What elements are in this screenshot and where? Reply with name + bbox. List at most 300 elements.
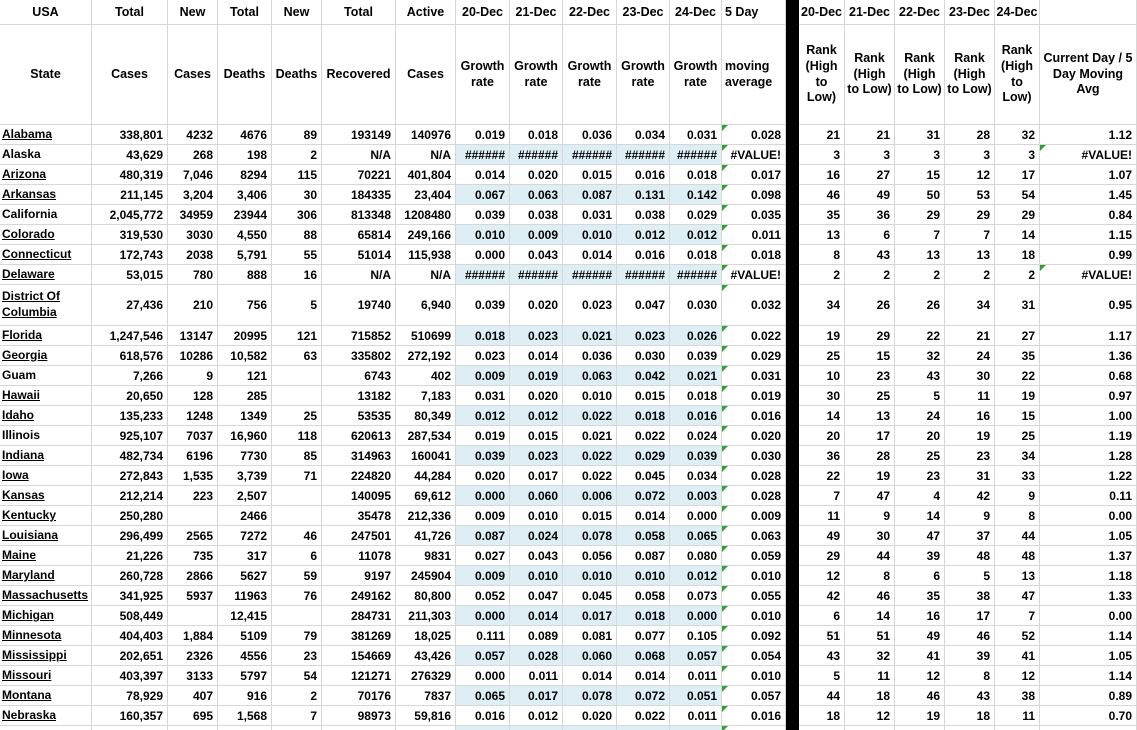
col-top-growth-20dec[interactable]: 20-Dec [456,0,510,25]
cell-rank-21dec[interactable]: 47 [845,486,895,506]
cell-rank-21dec[interactable] [845,726,895,730]
col-top-growth-23dec[interactable]: 23-Dec [617,0,670,25]
col-top-total-deaths[interactable]: Total [218,0,272,25]
cell-ratio[interactable]: 0.97 [1040,386,1137,406]
col-top-total-recovered[interactable]: Total [322,0,396,25]
cell-rank-22dec[interactable]: 24 [895,406,945,426]
cell-total-recovered[interactable]: 65814 [322,225,396,245]
cell-rank-20dec[interactable]: 43 [799,646,845,666]
state-link-cell[interactable]: Idaho [0,406,92,426]
cell-ratio[interactable]: 1.22 [1040,466,1137,486]
cell-moving-average[interactable]: 0.010 [722,566,786,586]
cell-moving-average[interactable]: 0.010 [722,606,786,626]
col-top-rank-23dec[interactable]: 23-Dec [945,0,995,25]
cell-active-cases[interactable]: 276329 [396,666,456,686]
cell-growth-24dec[interactable]: 0.142 [670,185,722,205]
cell-growth-23dec[interactable]: 0.058 [617,586,670,606]
cell-rank-22dec[interactable]: 7 [895,225,945,245]
cell-growth-24dec[interactable]: 0.003 [670,486,722,506]
cell-rank-21dec[interactable]: 23 [845,366,895,386]
cell-active-cases[interactable]: 23,404 [396,185,456,205]
state-link-cell[interactable]: Arizona [0,165,92,185]
cell-rank-23dec[interactable]: 11 [945,386,995,406]
cell-ratio[interactable]: 1.36 [1040,346,1137,366]
cell-rank-20dec[interactable]: 14 [799,406,845,426]
cell-active-cases[interactable] [396,726,456,730]
cell-growth-22dec[interactable] [563,726,617,730]
cell-ratio[interactable]: 1.19 [1040,426,1137,446]
cell-new-cases[interactable]: 1248 [168,406,218,426]
cell-rank-24dec[interactable]: 52 [995,626,1040,646]
cell-total-recovered[interactable]: 314963 [322,446,396,466]
cell-rank-20dec[interactable]: 46 [799,185,845,205]
cell-moving-average[interactable]: 0.028 [722,466,786,486]
cell-total-deaths[interactable]: 1,568 [218,706,272,726]
col-header-rank-20dec[interactable]: Rank (High to Low) [799,25,845,125]
col-header-new-deaths[interactable]: Deaths [272,25,322,125]
cell-growth-22dec[interactable]: 0.022 [563,466,617,486]
state-link-cell[interactable]: Michigan [0,606,92,626]
cell-total-deaths[interactable]: 5109 [218,626,272,646]
cell-new-cases[interactable]: 7037 [168,426,218,446]
cell-active-cases[interactable]: 272,192 [396,346,456,366]
cell-total-recovered[interactable]: N/A [322,265,396,285]
cell-growth-24dec[interactable]: 0.039 [670,446,722,466]
cell-growth-22dec[interactable]: ###### [563,265,617,285]
cell-growth-22dec[interactable]: 0.017 [563,606,617,626]
cell-total-deaths[interactable]: 198 [218,145,272,165]
state-link-cell[interactable]: Hawaii [0,386,92,406]
cell-growth-23dec[interactable]: 0.072 [617,486,670,506]
cell-rank-23dec[interactable]: 37 [945,526,995,546]
cell-growth-24dec[interactable]: ###### [670,145,722,165]
cell-ratio[interactable]: 1.05 [1040,526,1137,546]
cell-active-cases[interactable]: 211,303 [396,606,456,626]
cell-rank-20dec[interactable] [799,726,845,730]
cell-rank-22dec[interactable]: 14 [895,506,945,526]
cell-moving-average[interactable]: 0.098 [722,185,786,205]
cell-active-cases[interactable]: 7,183 [396,386,456,406]
cell-growth-24dec[interactable]: 0.000 [670,606,722,626]
cell-active-cases[interactable]: N/A [396,145,456,165]
cell-rank-21dec[interactable]: 29 [845,326,895,346]
cell-rank-21dec[interactable]: 2 [845,265,895,285]
cell-growth-22dec[interactable]: 0.015 [563,506,617,526]
cell-growth-22dec[interactable]: 0.010 [563,386,617,406]
cell-ratio[interactable]: 1.07 [1040,165,1137,185]
cell-total-recovered[interactable]: 249162 [322,586,396,606]
cell-growth-21dec[interactable]: 0.020 [510,165,563,185]
cell-new-deaths[interactable]: 89 [272,125,322,145]
state-link-cell[interactable]: Georgia [0,346,92,366]
cell-rank-22dec[interactable]: 2 [895,265,945,285]
cell-growth-20dec[interactable]: 0.087 [456,526,510,546]
cell-total-deaths[interactable]: 121 [218,366,272,386]
cell-growth-23dec[interactable]: 0.016 [617,165,670,185]
cell-rank-22dec[interactable]: 4 [895,486,945,506]
cell-total-deaths[interactable]: 7272 [218,526,272,546]
cell-new-cases[interactable]: 735 [168,546,218,566]
cell-total-recovered[interactable]: 70176 [322,686,396,706]
cell-rank-21dec[interactable]: 44 [845,546,895,566]
cell-total-cases[interactable]: 260,728 [92,566,168,586]
cell-rank-24dec[interactable]: 35 [995,346,1040,366]
cell-rank-24dec[interactable]: 34 [995,446,1040,466]
cell-growth-20dec[interactable]: 0.039 [456,285,510,326]
cell-total-recovered[interactable]: 53535 [322,406,396,426]
cell-total-deaths[interactable]: 7730 [218,446,272,466]
cell-growth-24dec[interactable]: 0.031 [670,125,722,145]
cell-rank-20dec[interactable]: 11 [799,506,845,526]
cell-total-cases[interactable]: 21,226 [92,546,168,566]
cell-rank-22dec[interactable]: 20 [895,426,945,446]
cell-active-cases[interactable]: 140976 [396,125,456,145]
cell-rank-21dec[interactable]: 32 [845,646,895,666]
cell-rank-20dec[interactable]: 6 [799,606,845,626]
cell-total-cases[interactable]: 250,280 [92,506,168,526]
state-link-cell[interactable]: Alabama [0,125,92,145]
cell-moving-average[interactable]: 0.035 [722,205,786,225]
cell-rank-21dec[interactable]: 51 [845,626,895,646]
cell-new-deaths[interactable]: 59 [272,566,322,586]
col-top-new-cases[interactable]: New [168,0,218,25]
cell-total-cases[interactable]: 2,045,772 [92,205,168,225]
cell-growth-23dec[interactable]: 0.022 [617,426,670,446]
cell-new-deaths[interactable] [272,486,322,506]
cell-growth-22dec[interactable]: 0.031 [563,205,617,225]
cell-total-deaths[interactable]: 2466 [218,506,272,526]
cell-rank-23dec[interactable]: 3 [945,145,995,165]
cell-total-recovered[interactable]: 121271 [322,666,396,686]
cell-new-cases[interactable]: 695 [168,706,218,726]
cell-total-deaths[interactable]: 3,739 [218,466,272,486]
cell-moving-average[interactable]: 0.022 [722,326,786,346]
cell-total-recovered[interactable]: 715852 [322,326,396,346]
cell-growth-24dec[interactable]: 0.000 [670,506,722,526]
cell-rank-24dec[interactable]: 29 [995,205,1040,225]
col-header-ratio[interactable]: Current Day / 5 Day Moving Avg [1040,25,1137,125]
cell-growth-23dec[interactable]: 0.014 [617,666,670,686]
cell-ratio[interactable]: 0.68 [1040,366,1137,386]
cell-growth-23dec[interactable]: 0.014 [617,506,670,526]
cell-rank-22dec[interactable]: 43 [895,366,945,386]
cell-new-deaths[interactable]: 25 [272,406,322,426]
cell-growth-20dec[interactable]: 0.019 [456,125,510,145]
cell-rank-22dec[interactable]: 46 [895,686,945,706]
cell-rank-24dec[interactable]: 11 [995,706,1040,726]
col-top-rank-24dec[interactable]: 24-Dec [995,0,1040,25]
cell-moving-average[interactable]: 0.028 [722,486,786,506]
cell-rank-21dec[interactable]: 43 [845,245,895,265]
cell-total-cases[interactable]: 160,357 [92,706,168,726]
cell-total-cases[interactable]: 202,651 [92,646,168,666]
cell-growth-23dec[interactable]: 0.042 [617,366,670,386]
cell-rank-23dec[interactable]: 30 [945,366,995,386]
cell-growth-23dec[interactable]: 0.018 [617,406,670,426]
cell-total-deaths[interactable]: 10,582 [218,346,272,366]
cell-ratio[interactable]: #VALUE! [1040,145,1137,165]
cell-total-deaths[interactable]: 888 [218,265,272,285]
cell-growth-20dec[interactable]: 0.039 [456,446,510,466]
cell-growth-22dec[interactable]: 0.036 [563,346,617,366]
cell-total-recovered[interactable]: 98973 [322,706,396,726]
cell-growth-20dec[interactable]: 0.000 [456,245,510,265]
cell-new-cases[interactable]: 9 [168,366,218,386]
cell-new-deaths[interactable]: 115 [272,165,322,185]
cell-new-deaths[interactable]: 7 [272,706,322,726]
cell-rank-20dec[interactable]: 19 [799,326,845,346]
cell-new-cases[interactable]: 2326 [168,646,218,666]
cell-new-cases[interactable]: 4232 [168,125,218,145]
cell-moving-average[interactable]: 0.059 [722,546,786,566]
cell-growth-21dec[interactable]: 0.043 [510,546,563,566]
cell-growth-21dec[interactable]: 0.017 [510,686,563,706]
cell-state[interactable]: Guam [0,366,92,386]
cell-rank-20dec[interactable]: 49 [799,526,845,546]
cell-growth-23dec[interactable]: 0.015 [617,386,670,406]
cell-new-deaths[interactable]: 88 [272,225,322,245]
cell-growth-22dec[interactable]: ###### [563,145,617,165]
cell-rank-22dec[interactable]: 15 [895,165,945,185]
cell-rank-24dec[interactable]: 17 [995,165,1040,185]
cell-total-cases[interactable]: 172,743 [92,245,168,265]
cell-rank-20dec[interactable]: 10 [799,366,845,386]
col-header-moving-average[interactable]: moving average [722,25,786,125]
cell-growth-20dec[interactable]: 0.012 [456,406,510,426]
cell-rank-23dec[interactable]: 24 [945,346,995,366]
cell-growth-23dec[interactable]: 0.034 [617,125,670,145]
cell-ratio[interactable]: 0.11 [1040,486,1137,506]
cell-total-cases[interactable]: 508,449 [92,606,168,626]
cell-total-deaths[interactable]: 5797 [218,666,272,686]
cell-rank-21dec[interactable]: 8 [845,566,895,586]
cell-growth-20dec[interactable]: 0.009 [456,366,510,386]
cell-rank-20dec[interactable]: 21 [799,125,845,145]
cell-growth-23dec[interactable]: 0.022 [617,706,670,726]
cell-rank-20dec[interactable]: 25 [799,346,845,366]
cell-growth-20dec[interactable]: 0.016 [456,706,510,726]
cell-growth-24dec[interactable]: 0.016 [670,406,722,426]
col-header-growth-23dec[interactable]: Growth rate [617,25,670,125]
cell-rank-22dec[interactable]: 47 [895,526,945,546]
cell-rank-23dec[interactable]: 13 [945,245,995,265]
cell-ratio[interactable]: 1.15 [1040,225,1137,245]
cell-ratio[interactable]: 1.37 [1040,546,1137,566]
cell-growth-21dec[interactable]: 0.028 [510,646,563,666]
cell-growth-24dec[interactable]: 0.073 [670,586,722,606]
cell-rank-21dec[interactable]: 36 [845,205,895,225]
cell-growth-20dec[interactable]: ###### [456,265,510,285]
cell-growth-24dec[interactable]: 0.057 [670,646,722,666]
cell-growth-23dec[interactable]: 0.010 [617,566,670,586]
cell-total-cases[interactable]: 53,015 [92,265,168,285]
state-link-cell[interactable]: Minnesota [0,626,92,646]
cell-growth-22dec[interactable]: 0.022 [563,406,617,426]
cell-rank-21dec[interactable]: 46 [845,586,895,606]
cell-growth-23dec[interactable]: 0.038 [617,205,670,225]
cell-growth-22dec[interactable]: 0.021 [563,426,617,446]
cell-ratio[interactable]: 0.89 [1040,686,1137,706]
cell-state[interactable]: Alaska [0,145,92,165]
cell-rank-23dec[interactable]: 28 [945,125,995,145]
cell-total-recovered[interactable]: 11078 [322,546,396,566]
cell-growth-20dec[interactable]: 0.067 [456,185,510,205]
cell-rank-21dec[interactable]: 28 [845,446,895,466]
cell-rank-20dec[interactable]: 29 [799,546,845,566]
cell-new-cases[interactable]: 128 [168,386,218,406]
cell-new-cases[interactable]: 1,884 [168,626,218,646]
cell-growth-23dec[interactable]: ###### [617,145,670,165]
cell-rank-23dec[interactable]: 53 [945,185,995,205]
cell-total-recovered[interactable]: 184335 [322,185,396,205]
cell-growth-22dec[interactable]: 0.014 [563,666,617,686]
cell-moving-average[interactable]: 0.055 [722,586,786,606]
cell-rank-22dec[interactable] [895,726,945,730]
cell-growth-24dec[interactable]: 0.080 [670,546,722,566]
cell-total-recovered[interactable]: 51014 [322,245,396,265]
cell-total-cases[interactable]: 341,925 [92,586,168,606]
cell-moving-average[interactable]: 0.009 [722,506,786,526]
cell-ratio[interactable]: 0.00 [1040,506,1137,526]
col-top-new-deaths[interactable]: New [272,0,322,25]
cell-total-deaths[interactable]: 16,960 [218,426,272,446]
cell-moving-average[interactable]: 0.016 [722,406,786,426]
cell-rank-21dec[interactable]: 12 [845,706,895,726]
cell-total-cases[interactable]: 135,233 [92,406,168,426]
cell-growth-23dec[interactable]: 0.047 [617,285,670,326]
cell-total-cases[interactable]: 296,499 [92,526,168,546]
cell-growth-20dec[interactable]: 0.019 [456,426,510,446]
cell-total-cases[interactable]: 1,247,546 [92,326,168,346]
cell-total-cases[interactable]: 319,530 [92,225,168,245]
cell-growth-22dec[interactable]: 0.036 [563,125,617,145]
cell-rank-23dec[interactable]: 16 [945,406,995,426]
cell-rank-20dec[interactable]: 3 [799,145,845,165]
cell-rank-22dec[interactable]: 50 [895,185,945,205]
cell-new-deaths[interactable]: 5 [272,285,322,326]
cell-rank-21dec[interactable]: 49 [845,185,895,205]
cell-growth-24dec[interactable]: 0.105 [670,626,722,646]
cell-rank-20dec[interactable]: 7 [799,486,845,506]
cell-rank-24dec[interactable]: 3 [995,145,1040,165]
cell-total-recovered[interactable]: 335802 [322,346,396,366]
cell-growth-23dec[interactable]: 0.087 [617,546,670,566]
cell-growth-21dec[interactable]: 0.023 [510,326,563,346]
cell-new-deaths[interactable] [272,506,322,526]
cell-growth-24dec[interactable]: 0.024 [670,426,722,446]
cell-growth-20dec[interactable]: 0.014 [456,165,510,185]
col-header-rank-21dec[interactable]: Rank (High to Low) [845,25,895,125]
state-link-cell[interactable]: Colorado [0,225,92,245]
cell-moving-average[interactable]: 0.063 [722,526,786,546]
cell-rank-20dec[interactable]: 51 [799,626,845,646]
cell-growth-22dec[interactable]: 0.060 [563,646,617,666]
cell-total-cases[interactable]: 7,266 [92,366,168,386]
cell-state[interactable] [0,726,92,730]
cell-new-cases[interactable]: 3030 [168,225,218,245]
cell-total-cases[interactable] [92,726,168,730]
cell-new-cases[interactable]: 780 [168,265,218,285]
cell-rank-21dec[interactable]: 6 [845,225,895,245]
cell-growth-24dec[interactable]: 0.012 [670,225,722,245]
cell-rank-24dec[interactable]: 12 [995,666,1040,686]
cell-growth-23dec[interactable]: 0.012 [617,225,670,245]
cell-rank-23dec[interactable]: 19 [945,426,995,446]
cell-total-cases[interactable]: 482,734 [92,446,168,466]
cell-growth-23dec[interactable]: 0.016 [617,245,670,265]
cell-growth-24dec[interactable]: 0.021 [670,366,722,386]
cell-growth-20dec[interactable]: 0.111 [456,626,510,646]
cell-ratio[interactable]: 1.14 [1040,626,1137,646]
cell-growth-24dec[interactable]: 0.011 [670,706,722,726]
col-header-growth-22dec[interactable]: Growth rate [563,25,617,125]
cell-total-recovered[interactable]: 140095 [322,486,396,506]
state-link-cell[interactable]: Maryland [0,566,92,586]
cell-moving-average[interactable]: 0.011 [722,225,786,245]
cell-rank-22dec[interactable]: 6 [895,566,945,586]
cell-rank-21dec[interactable]: 13 [845,406,895,426]
state-link-cell[interactable]: Montana [0,686,92,706]
cell-growth-20dec[interactable]: 0.009 [456,506,510,526]
col-top-moving-average[interactable]: 5 Day [722,0,786,25]
col-header-active-cases[interactable]: Cases [396,25,456,125]
cell-growth-22dec[interactable]: 0.078 [563,686,617,706]
cell-new-deaths[interactable]: 76 [272,586,322,606]
cell-new-deaths[interactable]: 30 [272,185,322,205]
cell-ratio[interactable]: 0.95 [1040,285,1137,326]
cell-active-cases[interactable]: 59,816 [396,706,456,726]
cell-active-cases[interactable]: 1208480 [396,205,456,225]
col-top-rank-20dec[interactable]: 20-Dec [799,0,845,25]
cell-rank-22dec[interactable]: 39 [895,546,945,566]
cell-rank-20dec[interactable]: 22 [799,466,845,486]
cell-rank-22dec[interactable]: 16 [895,606,945,626]
cell-total-deaths[interactable]: 11963 [218,586,272,606]
cell-growth-20dec[interactable]: 0.027 [456,546,510,566]
cell-ratio[interactable]: 0.00 [1040,606,1137,626]
cell-total-recovered[interactable]: N/A [322,145,396,165]
cell-total-recovered[interactable]: 35478 [322,506,396,526]
cell-rank-24dec[interactable]: 44 [995,526,1040,546]
cell-new-deaths[interactable]: 54 [272,666,322,686]
cell-growth-22dec[interactable]: 0.078 [563,526,617,546]
cell-growth-23dec[interactable]: 0.030 [617,346,670,366]
cell-growth-21dec[interactable]: 0.018 [510,125,563,145]
cell-rank-21dec[interactable]: 9 [845,506,895,526]
cell-rank-24dec[interactable]: 48 [995,546,1040,566]
cell-new-cases[interactable]: 268 [168,145,218,165]
cell-state[interactable]: California [0,205,92,225]
cell-rank-23dec[interactable]: 42 [945,486,995,506]
cell-rank-21dec[interactable]: 18 [845,686,895,706]
cell-rank-20dec[interactable]: 13 [799,225,845,245]
cell-growth-22dec[interactable]: 0.020 [563,706,617,726]
cell-new-deaths[interactable]: 46 [272,526,322,546]
cell-rank-22dec[interactable]: 32 [895,346,945,366]
cell-active-cases[interactable]: 402 [396,366,456,386]
cell-rank-23dec[interactable]: 9 [945,506,995,526]
cell-total-cases[interactable]: 480,319 [92,165,168,185]
cell-new-deaths[interactable]: 118 [272,426,322,446]
cell-growth-23dec[interactable]: 0.045 [617,466,670,486]
cell-active-cases[interactable]: 160041 [396,446,456,466]
cell-rank-23dec[interactable]: 39 [945,646,995,666]
cell-total-recovered[interactable]: 813348 [322,205,396,225]
cell-rank-23dec[interactable]: 7 [945,225,995,245]
cell-rank-20dec[interactable]: 36 [799,446,845,466]
cell-active-cases[interactable]: 510699 [396,326,456,346]
cell-total-deaths[interactable]: 2,507 [218,486,272,506]
